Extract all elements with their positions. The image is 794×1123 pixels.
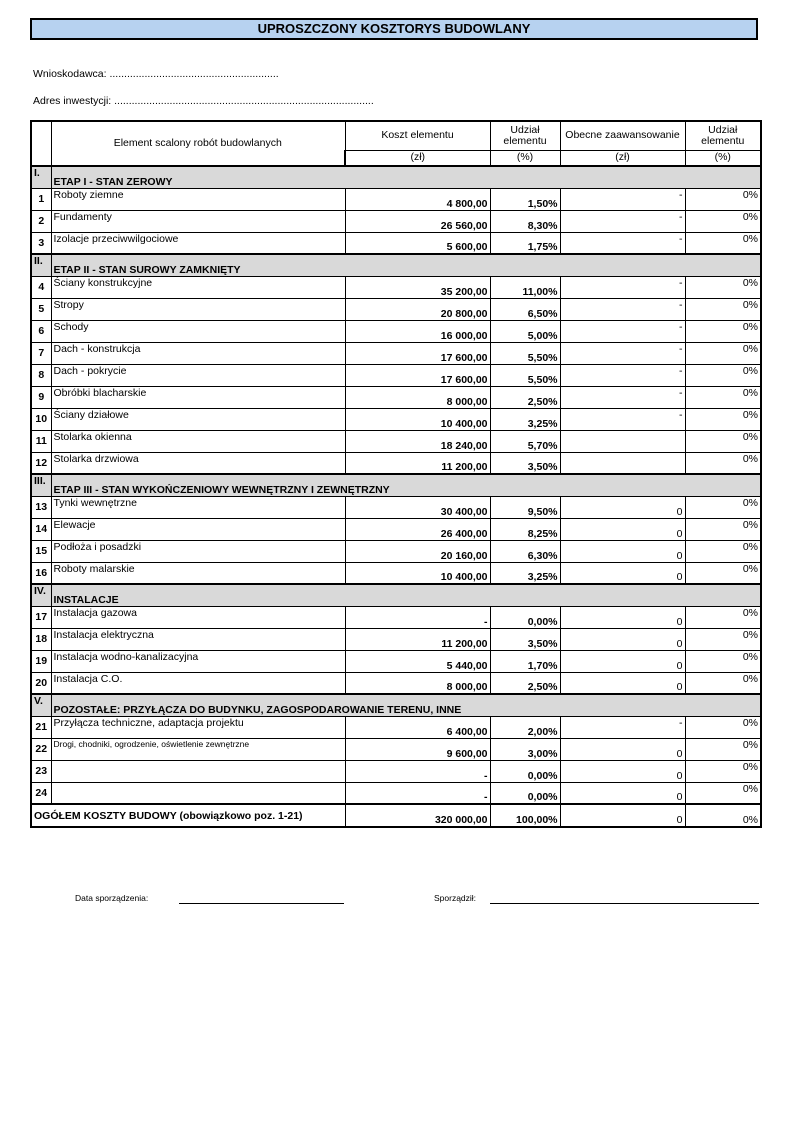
section-header-row	[31, 254, 761, 276]
element-share: 2,00%	[490, 716, 560, 738]
element-progress: -	[560, 408, 685, 430]
element-name: Instalacja elektryczna	[51, 628, 345, 650]
element-share: 1,70%	[490, 650, 560, 672]
element-progress	[560, 452, 685, 474]
row-number: 14	[31, 518, 51, 540]
element-name: Stolarka okienna	[51, 430, 345, 452]
element-cost: 18 240,00	[345, 430, 490, 452]
element-cost: 5 600,00	[345, 232, 490, 254]
investment-address-field: Adres inwestycji: .........................................................................................	[33, 95, 374, 107]
element-share: 5,50%	[490, 364, 560, 386]
element-name: Przyłącza techniczne, adaptacja projektu	[51, 716, 345, 738]
row-number: 9	[31, 386, 51, 408]
element-share2: 0%	[685, 782, 761, 804]
element-share2: 0%	[685, 342, 761, 364]
element-share: 1,50%	[490, 188, 560, 210]
section-title: ETAP I - STAN ZEROWY	[51, 166, 761, 188]
element-name: Roboty malarskie	[51, 562, 345, 584]
table-row	[31, 606, 761, 628]
element-cost: 20 160,00	[345, 540, 490, 562]
element-cost: 11 200,00	[345, 628, 490, 650]
element-share2: 0%	[685, 518, 761, 540]
element-share2: 0%	[685, 364, 761, 386]
element-share: 9,50%	[490, 496, 560, 518]
unit-cost: (zł)	[345, 150, 490, 166]
row-number: 3	[31, 232, 51, 254]
element-progress: 0	[560, 738, 685, 760]
table-row	[31, 760, 761, 782]
element-share: 3,25%	[490, 408, 560, 430]
header-no	[31, 121, 51, 166]
section-title: ETAP III - STAN WYKOŃCZENIOWY WEWNĘTRZNY I ZEWNĘTRZNY	[51, 474, 761, 496]
element-cost: 6 400,00	[345, 716, 490, 738]
element-progress: 0	[560, 518, 685, 540]
table-row	[31, 408, 761, 430]
row-number: 12	[31, 452, 51, 474]
element-name: Roboty ziemne	[51, 188, 345, 210]
element-name: Ściany działowe	[51, 408, 345, 430]
element-share2: 0%	[685, 232, 761, 254]
element-share2: 0%	[685, 628, 761, 650]
element-share2: 0%	[685, 540, 761, 562]
section-number: II.	[31, 254, 51, 276]
element-name: Elewacje	[51, 518, 345, 540]
author-label: Sporządził:	[434, 893, 477, 903]
element-share: 8,30%	[490, 210, 560, 232]
table-row	[31, 232, 761, 254]
unit-share: (%)	[490, 150, 560, 166]
element-share: 0,00%	[490, 606, 560, 628]
element-share2: 0%	[685, 430, 761, 452]
element-cost: 4 800,00	[345, 188, 490, 210]
element-progress: -	[560, 386, 685, 408]
element-cost: 8 000,00	[345, 672, 490, 694]
element-name: Dach - konstrukcja	[51, 342, 345, 364]
section-number: I.	[31, 166, 51, 188]
row-number: 20	[31, 672, 51, 694]
table-row	[31, 738, 761, 760]
element-share2: 0%	[685, 452, 761, 474]
element-name: Obróbki blacharskie	[51, 386, 345, 408]
row-number: 11	[31, 430, 51, 452]
section-header-row	[31, 694, 761, 716]
table-row	[31, 188, 761, 210]
element-cost: 26 560,00	[345, 210, 490, 232]
total-label: OGÓŁEM KOSZTY BUDOWY (obowiązkowo poz. 1-21)	[31, 804, 345, 827]
table-row	[31, 386, 761, 408]
element-share: 3,25%	[490, 562, 560, 584]
element-cost: 11 200,00	[345, 452, 490, 474]
section-header-row	[31, 474, 761, 496]
element-cost: -	[345, 782, 490, 804]
table-row	[31, 430, 761, 452]
element-name	[51, 760, 345, 782]
element-share2: 0%	[685, 760, 761, 782]
element-share: 3,50%	[490, 628, 560, 650]
header-progress: Obecne zaawansowanie	[560, 121, 685, 150]
element-name: Dach - pokrycie	[51, 364, 345, 386]
row-number: 4	[31, 276, 51, 298]
table-row	[31, 518, 761, 540]
table-row	[31, 540, 761, 562]
row-number: 2	[31, 210, 51, 232]
row-number: 5	[31, 298, 51, 320]
total-cost: 320 000,00	[345, 804, 490, 827]
element-cost: 35 200,00	[345, 276, 490, 298]
header-element: Element scalony robót budowlanych	[51, 121, 345, 166]
row-number: 23	[31, 760, 51, 782]
row-number: 1	[31, 188, 51, 210]
table-row	[31, 364, 761, 386]
table-row	[31, 276, 761, 298]
section-title: INSTALACJE	[51, 584, 761, 606]
element-name: Ściany konstrukcyjne	[51, 276, 345, 298]
element-cost: -	[345, 760, 490, 782]
element-cost: 16 000,00	[345, 320, 490, 342]
element-share: 0,00%	[490, 760, 560, 782]
element-share2: 0%	[685, 716, 761, 738]
element-cost: 20 800,00	[345, 298, 490, 320]
element-share: 2,50%	[490, 386, 560, 408]
element-share2: 0%	[685, 320, 761, 342]
date-label: Data sporządzenia:	[75, 893, 149, 903]
element-name: Podłoża i posadzki	[51, 540, 345, 562]
element-name: Fundamenty	[51, 210, 345, 232]
element-share2: 0%	[685, 276, 761, 298]
section-header-row	[31, 166, 761, 188]
element-name: Stropy	[51, 298, 345, 320]
element-progress: -	[560, 342, 685, 364]
element-cost: 17 600,00	[345, 342, 490, 364]
document-title: UPROSZCZONY KOSZTORYS BUDOWLANY	[30, 18, 758, 40]
element-share: 5,70%	[490, 430, 560, 452]
author-signature-line	[490, 903, 759, 904]
element-share2: 0%	[685, 210, 761, 232]
table-row	[31, 496, 761, 518]
table-row	[31, 342, 761, 364]
row-number: 19	[31, 650, 51, 672]
header-cost: Koszt elementu	[345, 121, 490, 150]
element-progress: -	[560, 716, 685, 738]
element-progress	[560, 430, 685, 452]
table-row	[31, 210, 761, 232]
element-share2: 0%	[685, 606, 761, 628]
element-progress: 0	[560, 496, 685, 518]
table-row	[31, 650, 761, 672]
element-progress: -	[560, 188, 685, 210]
element-name: Instalacja gazowa	[51, 606, 345, 628]
row-number: 7	[31, 342, 51, 364]
unit-share2: (%)	[685, 150, 761, 166]
total-row	[31, 804, 761, 827]
header-share2: Udział elementu	[685, 121, 761, 150]
table-row	[31, 782, 761, 804]
row-number: 21	[31, 716, 51, 738]
element-name: Tynki wewnętrzne	[51, 496, 345, 518]
element-cost: 8 000,00	[345, 386, 490, 408]
element-name: Drogi, chodniki, ogrodzenie, oświetlenie zewnętrzne	[51, 738, 345, 760]
element-share: 8,25%	[490, 518, 560, 540]
element-progress: 0	[560, 672, 685, 694]
element-share2: 0%	[685, 408, 761, 430]
table-row	[31, 452, 761, 474]
section-title: ETAP II - STAN SUROWY ZAMKNIĘTY	[51, 254, 761, 276]
table-row	[31, 628, 761, 650]
element-progress: -	[560, 210, 685, 232]
element-progress: 0	[560, 650, 685, 672]
element-progress: 0	[560, 606, 685, 628]
total-share: 100,00%	[490, 804, 560, 827]
element-progress: 0	[560, 628, 685, 650]
element-share: 6,30%	[490, 540, 560, 562]
row-number: 13	[31, 496, 51, 518]
element-share2: 0%	[685, 496, 761, 518]
element-cost: 26 400,00	[345, 518, 490, 540]
element-share: 1,75%	[490, 232, 560, 254]
row-number: 10	[31, 408, 51, 430]
cost-estimate-table	[30, 120, 762, 828]
element-share2: 0%	[685, 298, 761, 320]
section-number: III.	[31, 474, 51, 496]
table-row	[31, 298, 761, 320]
element-name: Schody	[51, 320, 345, 342]
applicant-field: Wnioskodawca: ..........................................................	[33, 68, 279, 80]
row-number: 18	[31, 628, 51, 650]
element-share2: 0%	[685, 650, 761, 672]
element-share: 6,50%	[490, 298, 560, 320]
section-number: IV.	[31, 584, 51, 606]
table-row	[31, 562, 761, 584]
element-share: 0,00%	[490, 782, 560, 804]
element-progress: -	[560, 276, 685, 298]
element-progress: -	[560, 232, 685, 254]
element-progress: 0	[560, 782, 685, 804]
element-share2: 0%	[685, 562, 761, 584]
row-number: 15	[31, 540, 51, 562]
unit-progress: (zł)	[560, 150, 685, 166]
element-cost: 10 400,00	[345, 562, 490, 584]
header-share: Udział elementu	[490, 121, 560, 150]
total-share2: 0%	[685, 804, 761, 827]
section-number: V.	[31, 694, 51, 716]
element-share: 3,00%	[490, 738, 560, 760]
element-name: Izolacje przeciwwilgociowe	[51, 232, 345, 254]
table-row	[31, 716, 761, 738]
row-number: 24	[31, 782, 51, 804]
row-number: 22	[31, 738, 51, 760]
element-share: 3,50%	[490, 452, 560, 474]
element-cost: 30 400,00	[345, 496, 490, 518]
element-share2: 0%	[685, 386, 761, 408]
element-name: Instalacja C.O.	[51, 672, 345, 694]
element-share: 5,00%	[490, 320, 560, 342]
element-share2: 0%	[685, 738, 761, 760]
element-cost: 5 440,00	[345, 650, 490, 672]
date-signature-line	[179, 903, 344, 904]
row-number: 16	[31, 562, 51, 584]
table-body	[31, 166, 761, 804]
element-share: 11,00%	[490, 276, 560, 298]
element-progress: 0	[560, 562, 685, 584]
element-share2: 0%	[685, 188, 761, 210]
element-name	[51, 782, 345, 804]
element-name: Stolarka drzwiowa	[51, 452, 345, 474]
total-progress: 0	[560, 804, 685, 827]
element-cost: 10 400,00	[345, 408, 490, 430]
element-cost: -	[345, 606, 490, 628]
element-progress: 0	[560, 760, 685, 782]
element-progress: -	[560, 320, 685, 342]
table-row	[31, 672, 761, 694]
table-row	[31, 320, 761, 342]
row-number: 6	[31, 320, 51, 342]
element-share: 5,50%	[490, 342, 560, 364]
element-name: Instalacja wodno-kanalizacyjna	[51, 650, 345, 672]
element-progress: -	[560, 364, 685, 386]
row-number: 8	[31, 364, 51, 386]
section-title: POZOSTAŁE: PRZYŁĄCZA DO BUDYNKU, ZAGOSPODAROWANIE TERENU, INNE	[51, 694, 761, 716]
section-header-row	[31, 584, 761, 606]
element-share: 2,50%	[490, 672, 560, 694]
row-number: 17	[31, 606, 51, 628]
element-cost: 9 600,00	[345, 738, 490, 760]
element-share2: 0%	[685, 672, 761, 694]
element-progress: 0	[560, 540, 685, 562]
element-cost: 17 600,00	[345, 364, 490, 386]
element-progress: -	[560, 298, 685, 320]
